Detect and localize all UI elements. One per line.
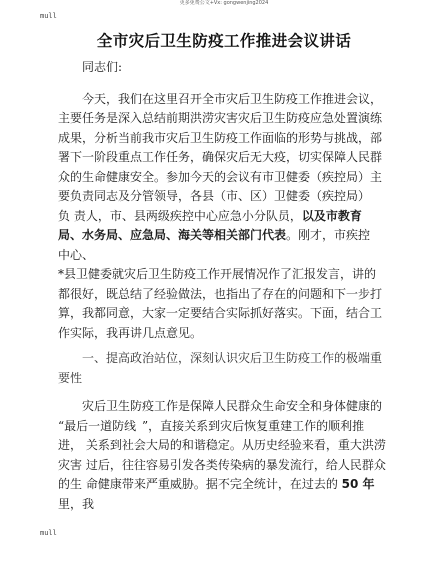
section-heading-line: 要性 <box>58 370 83 385</box>
section-heading-line: 一、提高政治站位，深刻认识灾后卫生防疫工作的极端重 <box>82 351 383 365</box>
paragraph-line: *县卫健委就灾后卫生防疫工作开展情况作了汇报发言，讲的 <box>58 267 377 281</box>
paragraph-line: 灾后卫生防疫工作是保障人民群众生命安全和身体健康的 <box>82 399 383 413</box>
paragraph-line: 要负责同志及分管领导，各县（市、区）卫健委（疾控局） <box>58 189 371 203</box>
paragraph-line: “最后一道防线 ”，直接关系到灾后恢复重建工作的顺利推 <box>58 418 365 433</box>
paragraph-line <box>58 207 396 227</box>
top-note: 更多免费公文+Vx: gongwenjing2024 <box>179 0 269 6</box>
paragraph-1 <box>58 90 396 266</box>
paragraph-line: 今天，我们在这里召开全市灾后卫生防疫工作推进会议， <box>82 91 383 106</box>
document-body <box>58 58 396 514</box>
paragraph-text: 的生 命健康带来严重威胁。据不完全统计，在过去的 <box>58 477 338 491</box>
paragraph-text: 负 责人，市、县两级疾控中心应急小分队员， <box>58 208 302 223</box>
paragraph-line: 成果，分析当前我市灾后卫生防疫工作面临的形势与挑战，部 <box>58 130 383 145</box>
paragraph-bold-number: 50 年 <box>341 477 375 491</box>
paragraph-3 <box>58 397 396 514</box>
paragraph-line: 主要任务是深入总结前期洪涝灾害灾后卫生防疫应急处置演练 <box>58 111 383 125</box>
paragraph-line: 进， 关系到社会大局的和谐稳定。从历史经验来看，重大洪涝 <box>58 438 386 452</box>
paragraph-2 <box>58 265 396 343</box>
footer-mark: mull <box>40 529 57 537</box>
paragraph-bold-text: 局、水务局、应急局、海关等相关部门代表 <box>58 228 287 242</box>
paragraph-line: 作实际，我再讲几点意见。 <box>58 325 203 340</box>
paragraph-line: 中心、 <box>58 247 95 262</box>
paragraph-text: 。刚才，市疾控 <box>286 228 371 242</box>
salutation: 同志们: <box>82 60 123 74</box>
paragraph-line: 署下一阶段重点工作任务，确保灾后无大疫，切实保障人民群 <box>58 150 383 164</box>
document-title: 全市灾后卫生防疫工作推进会议讲话 <box>96 32 352 50</box>
paragraph-line: 都很好，既总结了经验做法，也指出了存在的问题和下一步打 <box>58 286 383 301</box>
paragraph-line <box>58 226 396 246</box>
header-mark: mull <box>40 12 57 20</box>
section-heading-1 <box>58 349 396 388</box>
paragraph-line: 灾害 过后，往往容易引发各类传染病的暴发流行，给人民群众 <box>58 457 386 472</box>
paragraph-line: 里，我 <box>58 496 95 511</box>
paragraph-bold-text: 以及市教育 <box>301 208 362 223</box>
paragraph-line <box>58 475 396 495</box>
paragraph-line: 众的生命健康安全。参加今天的会议有市卫健委（疾控局）主 <box>58 169 383 184</box>
paragraph-line: 算，我都同意，大家一定要结合实际抓好落实。下面，结合工 <box>58 306 383 320</box>
